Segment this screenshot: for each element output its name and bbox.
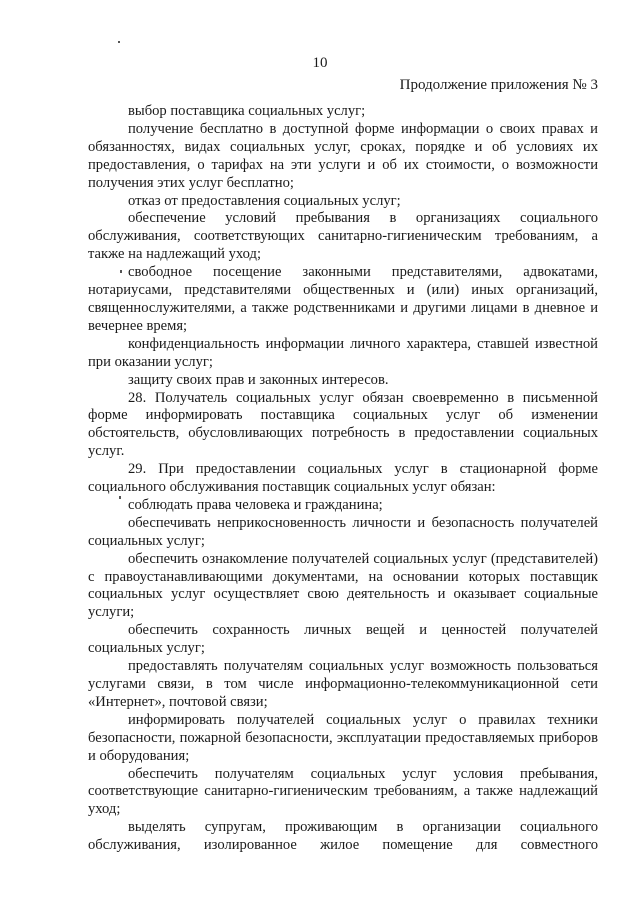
paragraph: обеспечить ознакомление получателей социальных услуг (представителей) с правоустанавливающими документами, на основании которых поставщик социальных услуг осуществляет свою деятельность и оказывает социальные услуги; — [88, 550, 598, 621]
paragraph: обеспечение условий пребывания в организациях социального обслуживания, соответствующих санитарно-гигиеническим требованиям, а также на надлежащий уход; — [88, 210, 598, 263]
paragraph: свободное посещение законными представителями, адвокатами, нотариусами, представителями общественных и (или) иных организаций, священнослужителями, а также родственниками и другими лицами в дневное и вечернее время; — [88, 264, 598, 334]
paragraph: отказ от предоставления социальных услуг; — [128, 192, 401, 209]
paragraph: выбор поставщика социальных услуг; — [128, 103, 366, 119]
paragraph: защиту своих прав и законных интересов. — [128, 371, 389, 388]
paragraph: обеспечить получателям социальных услуг условия пребывания, соответствующие санитарно-гигиеническим требованиям, а также надлежащий уход; — [88, 765, 598, 818]
paragraph: обеспечивать неприкосновенность личности и безопасность получателей социальных услуг; — [88, 514, 598, 549]
paragraph: выделять супругам, проживающим в организации социального обслуживания, изолированное жилое помещение для совместного — [88, 819, 598, 854]
document-body — [88, 103, 598, 855]
appendix-label: Продолжение приложения № 3 — [399, 77, 598, 93]
scan-speck — [118, 41, 120, 43]
paragraph: получение бесплатно в доступной форме информации о своих правах и обязанностях, видах социальных услуг, сроках, порядке и об условиях их предоставления, о тарифах на эти услуги и об их стоимости, о возможности получения этих услуг бесплатно; — [88, 120, 598, 191]
paragraph: соблюдать права человека и гражданина; — [128, 496, 383, 513]
paragraph: предоставлять получателям социальных услуг возможность пользоваться услугами связи, в том числе информационно-телекоммуникационной сети «Интернет», почтовой связи; — [88, 658, 598, 710]
paragraph: конфиденциальность информации личного характера, ставшей известной при оказании услуг; — [88, 335, 598, 370]
paragraph: 29. При предоставлении социальных услуг в стационарной форме социального обслуживания поставщик социальных услуг обязан: — [88, 461, 598, 496]
paragraph: информировать получателей социальных услуг о правилах техники безопасности, пожарной безопасности, эксплуатации предоставляемых приборов и оборудования; — [88, 711, 598, 764]
paragraph: обеспечить сохранность личных вещей и ценностей получателей социальных услуг; — [88, 622, 598, 657]
paragraph: 28. Получатель социальных услуг обязан своевременно в письменной форме информировать поставщика социальных услуг об изменении обстоятельств, обусловливающих потребность в предоставлении социальных услуг. — [88, 389, 598, 460]
page-number: 10 — [312, 55, 328, 71]
